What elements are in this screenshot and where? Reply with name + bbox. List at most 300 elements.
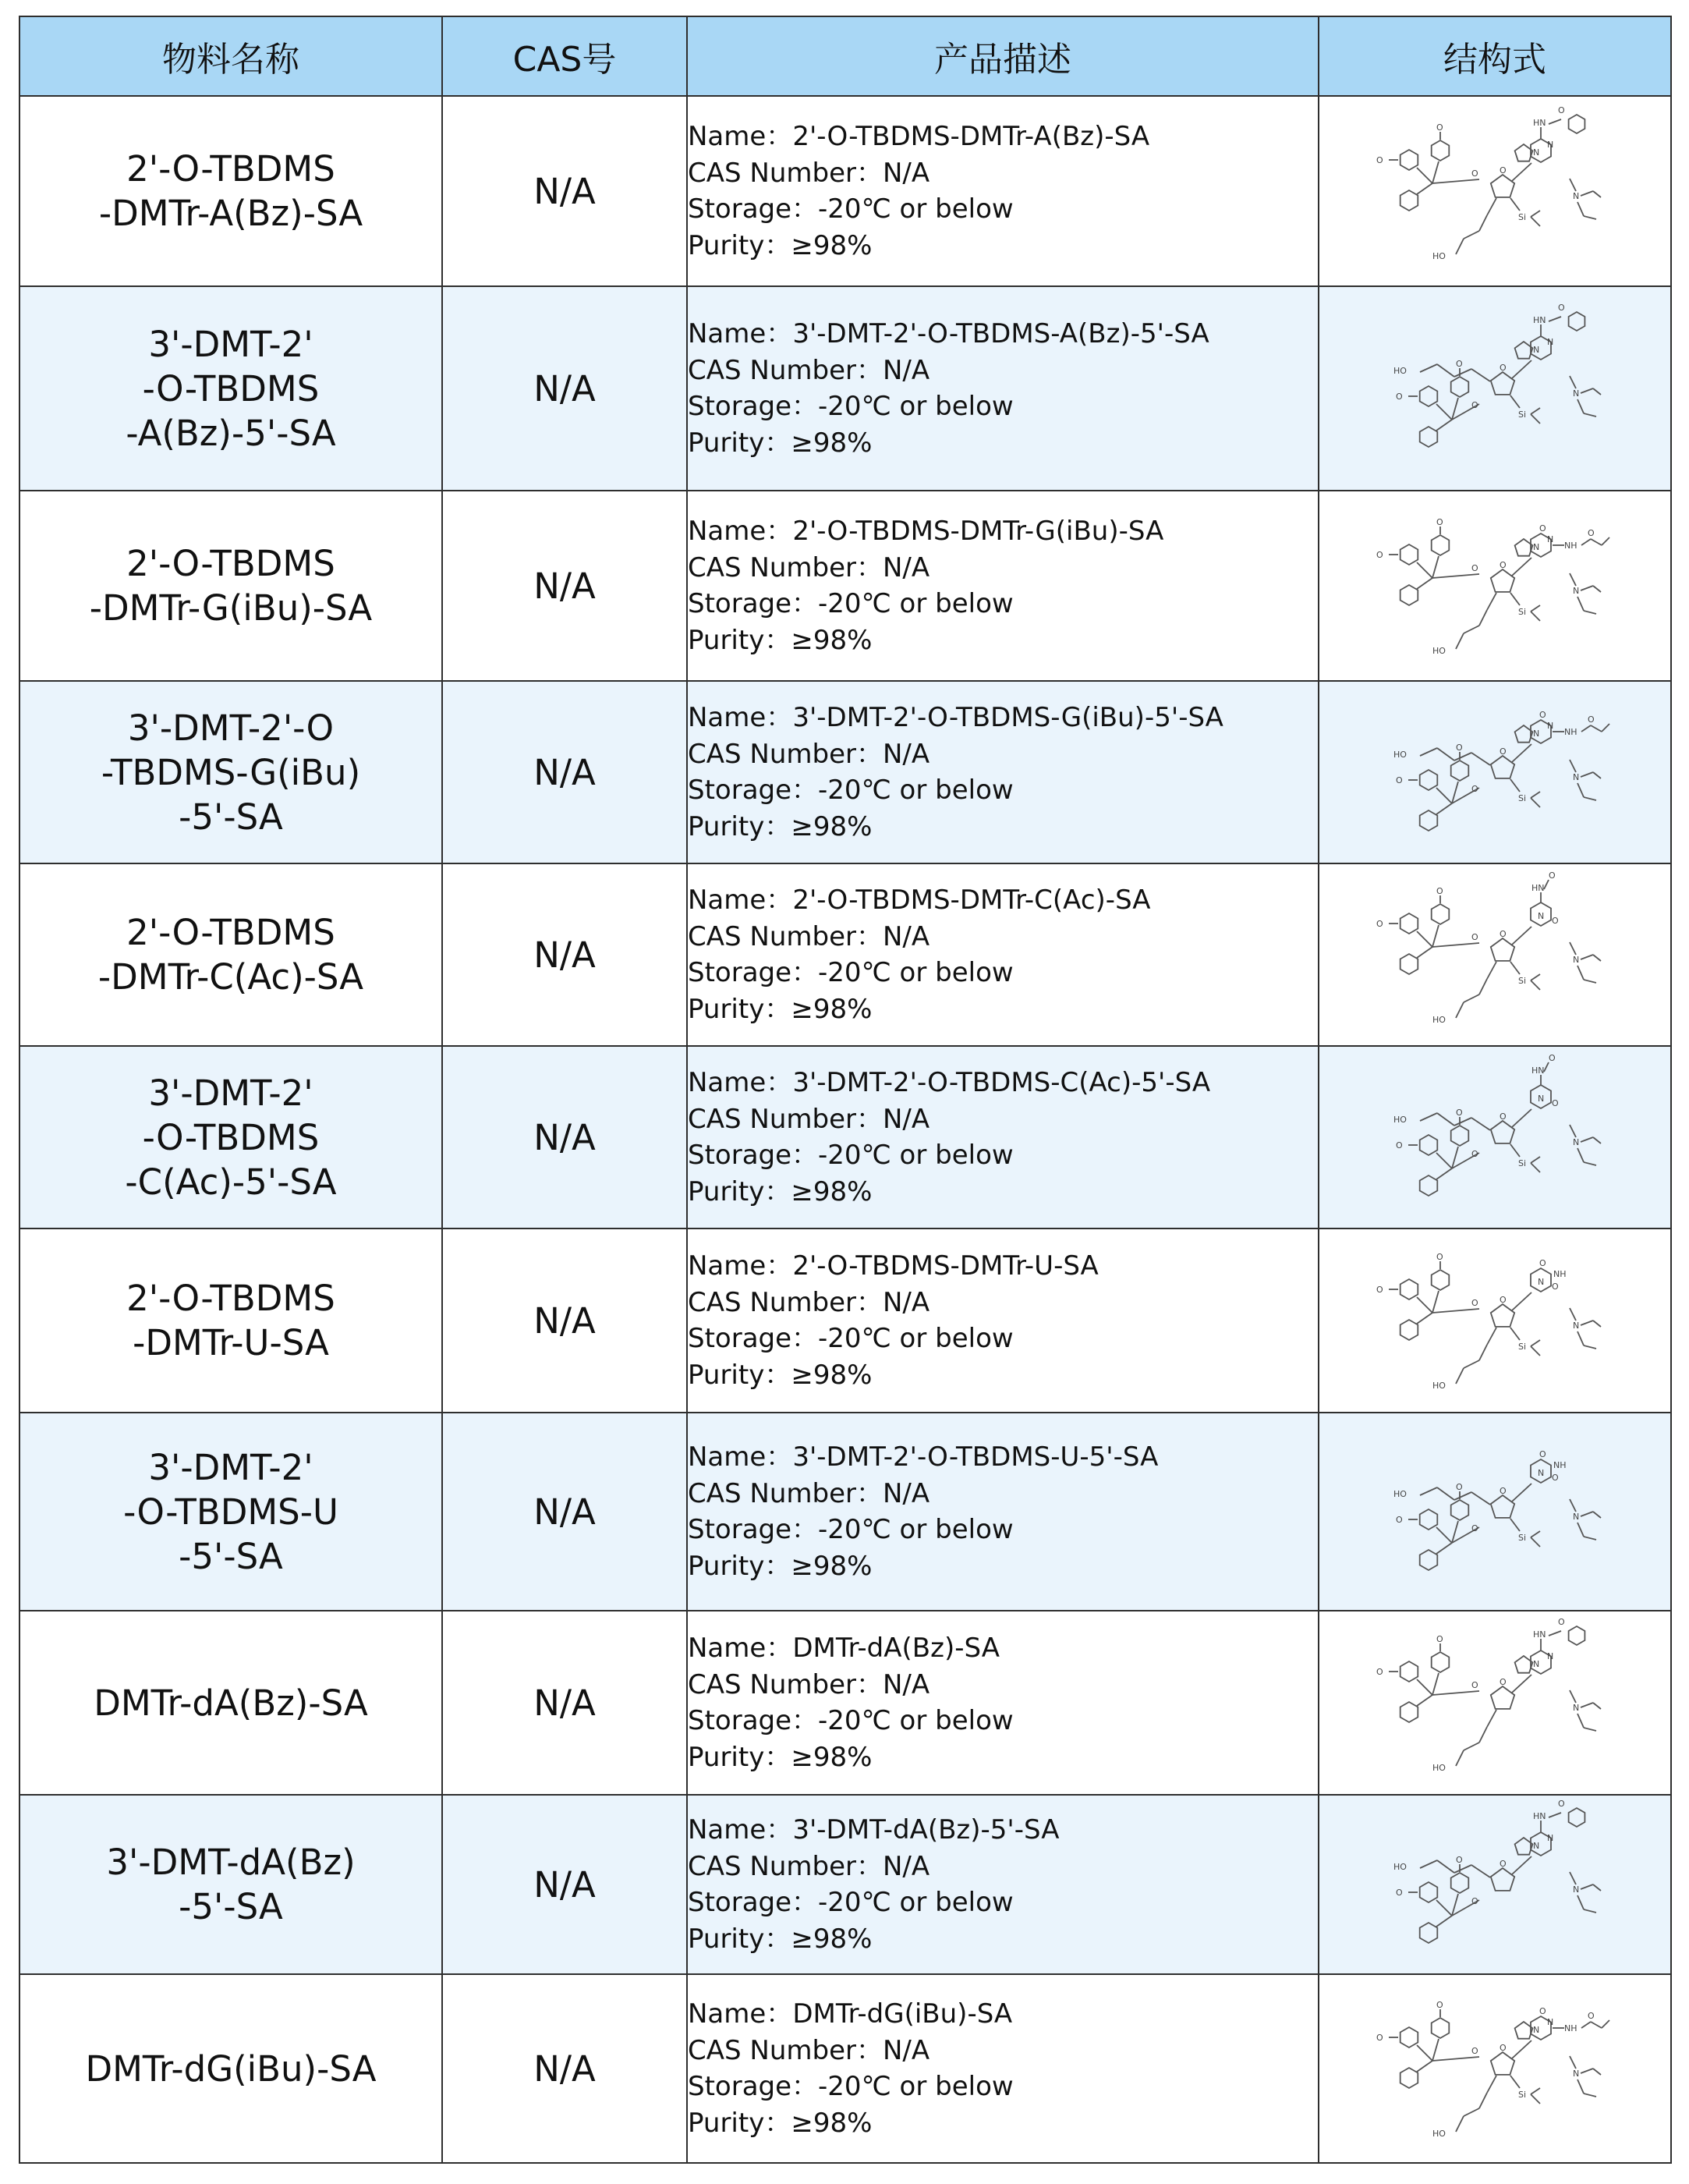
atom-label: O (1471, 2046, 1478, 2056)
atom-label: Si (1518, 410, 1527, 420)
atom-label: O (1376, 1667, 1383, 1677)
description-label: Name： (688, 885, 793, 916)
bond-line (1436, 1527, 1452, 1543)
bond-line (1432, 161, 1439, 183)
atom-label: O (1396, 1140, 1403, 1150)
description-label: CAS Number： (688, 157, 883, 189)
bond-line (1581, 388, 1593, 393)
material-name-line: -TBDMS-G(iBu) (101, 751, 361, 793)
atom-label: O (1456, 1108, 1463, 1118)
bond-line (1584, 1728, 1596, 1731)
bond-line (1510, 1328, 1520, 1340)
structure-cell (1319, 1228, 1671, 1413)
material-name-cell (19, 1046, 442, 1228)
description-name-line (688, 316, 1318, 353)
bond-line (1417, 947, 1432, 958)
atom-label: O (1471, 1149, 1478, 1159)
description-value: ≥98% (791, 1923, 873, 1955)
description-storage-line (688, 955, 1318, 991)
structure-drawing (1378, 1243, 1612, 1399)
atom-label: O (1549, 870, 1556, 881)
description-value: ≥98% (791, 1359, 873, 1391)
bond-line (1420, 1113, 1437, 1121)
bond-line (1417, 1297, 1432, 1313)
ring-shape (1400, 1320, 1418, 1340)
structure-drawing (1378, 1053, 1612, 1215)
description-value: -20℃ or below (818, 588, 1014, 619)
bond-line (1577, 1714, 1584, 1728)
description-value: -20℃ or below (818, 193, 1014, 225)
description-label: CAS Number： (688, 1286, 883, 1318)
description-label: CAS Number： (688, 551, 883, 583)
bond-line (1432, 2057, 1479, 2061)
ring-shape (1432, 2018, 1450, 2038)
atom-label: O (1376, 550, 1383, 560)
description-purity-line (688, 1548, 1318, 1585)
material-name-cell (19, 1974, 442, 2163)
description-cas-line (688, 550, 1318, 587)
ring-shape (1569, 1808, 1585, 1827)
atom-label: HO (1393, 1489, 1407, 1499)
description-label: Storage： (688, 1705, 819, 1736)
bond-line (1593, 191, 1601, 197)
atom-label: HO (1432, 1381, 1446, 1391)
description-label: Storage： (688, 193, 819, 225)
atom-label: O (1456, 1482, 1463, 1492)
bond-line (1593, 1703, 1601, 1709)
atom-label: O (1436, 1252, 1443, 1262)
description-label: Name： (688, 121, 793, 152)
description-value: N/A (882, 551, 930, 583)
atom-label: O (1376, 155, 1383, 165)
bond-line (1471, 753, 1490, 765)
bond-line (1437, 1487, 1454, 1500)
bond-line (1577, 399, 1584, 413)
description-purity-line (688, 1174, 1318, 1211)
description-label: Name： (688, 318, 793, 349)
bond-line (1432, 925, 1439, 947)
structure-drawing (1376, 1617, 1612, 1781)
description-value: N/A (882, 157, 930, 189)
header-name: 物料名称 (19, 16, 442, 96)
description-cas-line (688, 2033, 1318, 2069)
structure-cell (1319, 286, 1671, 491)
ring-shape (1400, 190, 1418, 211)
atom-label: O (1552, 1098, 1559, 1108)
material-name-line: 3'-DMT-2' (148, 1072, 313, 1114)
description-label: Purity： (688, 810, 791, 842)
bond-line (1581, 725, 1591, 732)
cas-cell: N/A (442, 681, 687, 863)
material-name-line: -5'-SA (179, 1535, 283, 1577)
material-name-cell (19, 1795, 442, 1974)
description-label: Name： (688, 1441, 793, 1473)
description-cell (687, 1974, 1319, 2163)
description-label: Purity： (688, 1923, 791, 1955)
atom-label: HN (1533, 315, 1546, 325)
bond-line (1436, 404, 1452, 420)
description-storage-line (688, 2069, 1318, 2105)
atom-label: Si (1518, 2090, 1527, 2100)
bond-line (1581, 955, 1593, 959)
description-name-line (688, 1996, 1318, 2033)
ring-shape (1420, 1135, 1438, 1155)
bond-line (1531, 408, 1540, 414)
atom-label: Si (1518, 793, 1527, 803)
material-name-line: -A(Bz)-5'-SA (126, 412, 336, 454)
atom-label: O (1436, 1634, 1443, 1644)
bond-line (1479, 1727, 1487, 1743)
description-storage-line (688, 191, 1318, 228)
description-label: CAS Number： (688, 1477, 883, 1509)
bond-line (1417, 1679, 1432, 1695)
bond-line (1577, 2079, 1584, 2094)
description-name-line (688, 119, 1318, 155)
bond-line (1436, 1900, 1452, 1916)
atom-label: O (1471, 932, 1478, 942)
atom-label: N (1538, 1094, 1545, 1104)
atom-label: O (1471, 1523, 1478, 1533)
ring-shape (1420, 1882, 1438, 1902)
bond-line (1584, 797, 1596, 800)
description-name-line (688, 1439, 1318, 1476)
material-name-line: -5'-SA (179, 796, 283, 838)
bond-line (1581, 2069, 1593, 2073)
bond-line (1487, 198, 1496, 215)
description-value: ≥98% (791, 1550, 873, 1582)
description-value: ≥98% (791, 993, 873, 1025)
cas-cell: N/A (442, 1228, 687, 1413)
bond-line (1570, 942, 1576, 955)
material-name-line: 3'-DMT-2'-O (127, 707, 335, 749)
material-name-line: -DMTr-A(Bz)-SA (98, 193, 363, 234)
bond-line (1436, 803, 1452, 814)
bond-line (1581, 586, 1593, 590)
bond-line (1570, 179, 1576, 191)
atom-label: N (1573, 1703, 1580, 1713)
ring-shape (1451, 1873, 1469, 1893)
bond-line (1464, 994, 1479, 1002)
bond-line (1454, 369, 1471, 377)
bond-line (1531, 2088, 1540, 2094)
atom-label: O (1396, 775, 1403, 785)
material-name-line: -DMTr-C(Ac)-SA (97, 956, 364, 998)
bond-line (1512, 1292, 1531, 1310)
description-label: Storage： (688, 775, 819, 806)
description-cell (687, 491, 1319, 681)
bond-line (1471, 369, 1490, 381)
description-label: CAS Number： (688, 354, 883, 386)
bond-line (1577, 1895, 1584, 1909)
bond-line (1577, 597, 1584, 611)
structure-cell (1319, 863, 1671, 1046)
bond-line (1581, 191, 1593, 196)
material-name-line: 2'-O-TBDMS (126, 912, 335, 953)
bond-line (1581, 1884, 1593, 1889)
bond-line (1531, 974, 1540, 980)
structure-cell (1319, 96, 1671, 286)
description-purity-line (688, 1739, 1318, 1776)
description-purity-line (688, 991, 1318, 1028)
bond-line (1456, 2116, 1464, 2132)
description-name-line (688, 882, 1318, 919)
ring-shape (1400, 585, 1418, 605)
bond-line (1593, 2069, 1601, 2075)
atom-label: N (1573, 955, 1580, 965)
cas-cell: N/A (442, 491, 687, 681)
bond-line (1531, 792, 1540, 798)
description-label: Storage： (688, 391, 819, 422)
bond-line (1581, 1321, 1593, 1325)
material-name-cell (19, 863, 442, 1046)
ring-shape (1400, 2027, 1418, 2048)
atom-label: O (1471, 1680, 1478, 1690)
ring-shape (1420, 1175, 1438, 1196)
atom-label: HO (1393, 1115, 1407, 1125)
atom-label: O (1500, 560, 1507, 570)
material-name-line: -DMTr-G(iBu)-SA (89, 587, 373, 629)
description-label: Name： (688, 702, 793, 733)
atom-label: HO (1393, 750, 1407, 760)
bond-line (1512, 927, 1531, 945)
ring-shape (1432, 535, 1450, 555)
base-ring (1515, 2022, 1533, 2039)
description-value: -20℃ or below (818, 2071, 1014, 2102)
ring-shape (1400, 2068, 1418, 2088)
bond-line (1544, 1062, 1549, 1072)
description-purity-line (688, 228, 1318, 264)
ring-shape (1451, 1126, 1469, 1146)
bond-line (1471, 1865, 1490, 1877)
bond-line (1436, 1168, 1452, 1179)
cas-cell: N/A (442, 863, 687, 1046)
description-value: -20℃ or below (818, 1887, 1014, 1918)
bond-line (1479, 215, 1487, 231)
bond-line (1584, 2094, 1596, 2097)
atom-label: Si (1518, 1158, 1527, 1168)
bond-line (1584, 980, 1596, 983)
bond-line (1487, 2076, 1496, 2093)
atom-label: O (1500, 746, 1507, 757)
ring-shape (1432, 1270, 1450, 1290)
structure-cell (1319, 491, 1671, 681)
description-value: -20℃ or below (818, 1514, 1014, 1545)
atom-label: Si (1518, 1342, 1527, 1352)
atom-label: O (1500, 363, 1507, 373)
table-row (19, 1974, 1671, 2163)
atom-label: N (1573, 1512, 1580, 1522)
atom-label: O (1500, 1859, 1507, 1869)
atom-label: N (1573, 2069, 1580, 2079)
description-cell (687, 1795, 1319, 1974)
description-cas-line (688, 155, 1318, 192)
bond-line (1602, 724, 1609, 732)
atom-label: N (1533, 729, 1540, 739)
bond-line (1531, 1163, 1540, 1172)
bond-line (1531, 1531, 1540, 1537)
bond-line (1593, 1321, 1601, 1327)
bond-line (1432, 1673, 1439, 1695)
bond-line (1456, 633, 1464, 649)
description-label: Name： (688, 1067, 793, 1098)
atom-label: O (1471, 1298, 1478, 1308)
bond-line (1512, 1856, 1531, 1874)
atom-label: N (1547, 1651, 1554, 1661)
atom-label: O (1471, 1896, 1478, 1906)
material-name-line: 2'-O-TBDMS (126, 543, 335, 584)
description-value: -20℃ or below (818, 957, 1014, 988)
description-label: Purity： (688, 427, 791, 459)
bond-line (1417, 931, 1432, 947)
bond-line (1479, 2093, 1487, 2108)
material-name-line: 3'-DMT-2' (148, 1446, 313, 1488)
bond-line (1417, 2061, 1432, 2072)
description-label: Purity： (688, 624, 791, 656)
description-label: Purity： (688, 1550, 791, 1582)
bond-line (1512, 1675, 1531, 1693)
table-row (19, 1046, 1671, 1228)
description-label: Purity： (688, 2107, 791, 2139)
bond-line (1581, 2022, 1591, 2028)
bond-line (1577, 1331, 1584, 1346)
bond-line (1510, 779, 1520, 792)
bond-line (1432, 556, 1439, 578)
atom-label: O (1588, 2011, 1595, 2021)
atom-label: N (1573, 586, 1580, 596)
bond-line (1581, 1137, 1593, 1142)
bond-line (1464, 1743, 1479, 1750)
description-value: ≥98% (791, 624, 873, 656)
description-purity-line (688, 425, 1318, 462)
bond-line (1549, 1813, 1561, 1817)
atom-label: HO (1432, 1015, 1446, 1025)
header-cas: CAS号 (442, 16, 687, 96)
bond-line (1593, 1512, 1601, 1518)
description-value: N/A (882, 1668, 930, 1700)
bond-line (1417, 168, 1432, 183)
bond-line (1584, 611, 1596, 614)
material-name-cell (19, 491, 442, 681)
ring-shape (1420, 770, 1438, 790)
material-name-line: -O-TBDMS-U (123, 1491, 338, 1533)
bond-line (1487, 962, 1496, 979)
bond-line (1531, 1340, 1540, 1346)
bond-line (1417, 1695, 1432, 1706)
bond-line (1570, 1690, 1576, 1703)
description-label: Name： (688, 1814, 793, 1845)
bond-line (1512, 2040, 1531, 2058)
bond-line (1512, 558, 1531, 576)
description-label: CAS Number： (688, 1103, 883, 1135)
description-cell (687, 1413, 1319, 1611)
ring-shape (1420, 1550, 1438, 1570)
sugar-ring (1491, 1121, 1514, 1143)
material-name-cell (19, 1611, 442, 1795)
bond-line (1437, 1860, 1454, 1873)
description-value: N/A (882, 920, 930, 952)
bond-line (1464, 2108, 1479, 2116)
atom-label: O (1558, 105, 1565, 115)
bond-line (1581, 772, 1593, 777)
base-ring (1515, 1656, 1533, 1673)
ring-shape (1400, 1279, 1418, 1299)
description-value: ≥98% (791, 810, 873, 842)
material-name-cell (19, 96, 442, 286)
bond-line (1487, 1710, 1496, 1727)
bond-line (1549, 317, 1561, 321)
structure-drawing (1378, 508, 1612, 664)
bond-line (1454, 1492, 1471, 1500)
atom-label: HO (1393, 1862, 1407, 1872)
description-label: Name： (688, 516, 793, 547)
ring-shape (1420, 386, 1438, 406)
bond-line (1487, 1328, 1496, 1345)
atom-label: N (1533, 2025, 1540, 2035)
bond-line (1454, 753, 1471, 760)
material-name-cell (19, 1228, 442, 1413)
bond-line (1570, 2056, 1576, 2069)
atom-label: N (1533, 147, 1540, 158)
description-label: Name： (688, 1250, 793, 1282)
ring-shape (1400, 1661, 1418, 1682)
material-name-line: -C(Ac)-5'-SA (125, 1161, 337, 1203)
atom-label: HO (1432, 646, 1446, 656)
atom-label: N (1573, 772, 1580, 782)
bond-line (1531, 1157, 1540, 1163)
material-name-cell (19, 681, 442, 863)
material-name-cell (19, 1413, 442, 1611)
atom-label: O (1500, 1486, 1507, 1496)
atom-label: O (1539, 523, 1546, 534)
description-label: Purity： (688, 1359, 791, 1391)
structure-cell (1319, 1413, 1671, 1611)
ring-shape (1451, 760, 1469, 781)
table-row (19, 1611, 1671, 1795)
description-name-line (688, 513, 1318, 550)
bond-line (1420, 1860, 1437, 1868)
atom-label: Si (1518, 212, 1527, 222)
structure-cell (1319, 1611, 1671, 1795)
sugar-ring (1491, 938, 1514, 961)
description-cas-line (688, 1101, 1318, 1138)
structure-drawing (1378, 1434, 1612, 1590)
structure-drawing (1378, 1991, 1612, 2147)
atom-label: O (1500, 165, 1507, 176)
atom-label: HN (1533, 1629, 1546, 1640)
bond-line (1577, 1148, 1584, 1162)
atom-label: O (1436, 2000, 1443, 2010)
atom-label: O (1558, 1617, 1565, 1627)
description-value: ≥98% (791, 229, 873, 261)
bond-line (1602, 2020, 1609, 2028)
description-value: N/A (882, 1477, 930, 1509)
bond-line (1432, 179, 1479, 183)
description-label: Storage： (688, 2071, 819, 2102)
sugar-ring (1491, 175, 1514, 197)
bond-line (1531, 1346, 1540, 1356)
atom-label: O (1552, 1282, 1559, 1292)
atom-label: O (1376, 2033, 1383, 2043)
header-row (19, 16, 1671, 96)
bond-line (1510, 1144, 1520, 1157)
product-table (19, 16, 1672, 2164)
description-label: Storage： (688, 588, 819, 619)
description-value: 2'-O-TBDMS-DMTr-A(Bz)-SA (792, 121, 1150, 152)
description-purity-line (688, 809, 1318, 846)
atom-label: O (1376, 1285, 1383, 1295)
bond-line (1471, 1492, 1490, 1505)
description-storage-line (688, 1137, 1318, 1174)
